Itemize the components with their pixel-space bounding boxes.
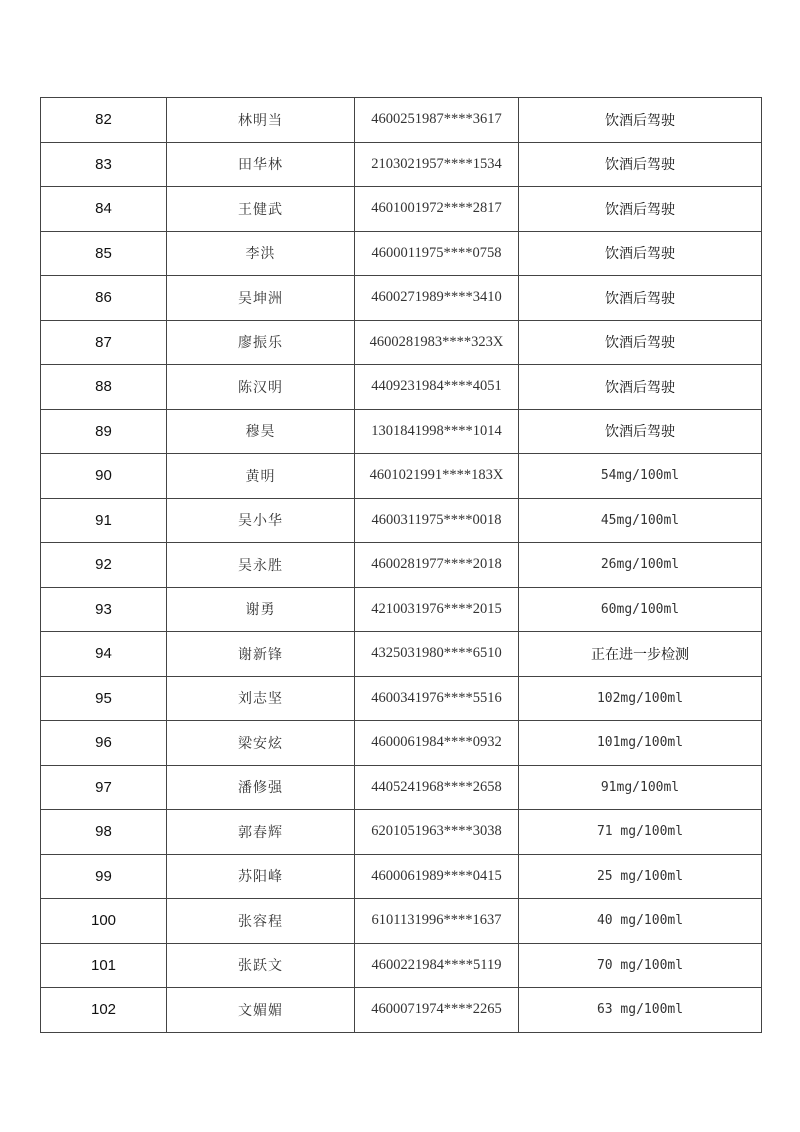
table-row	[41, 587, 762, 632]
result-cell: 饮酒后驾驶	[519, 98, 762, 143]
id-number-cell: 4600071974****2265	[355, 988, 519, 1033]
row-number-cell: 84	[41, 187, 167, 232]
name-cell: 李洪	[167, 231, 355, 276]
id-number-cell: 4210031976****2015	[355, 587, 519, 632]
table-row	[41, 454, 762, 499]
records-table-body	[41, 98, 762, 1033]
name-cell: 谢勇	[167, 587, 355, 632]
row-number-cell: 92	[41, 543, 167, 588]
result-cell: 饮酒后驾驶	[519, 409, 762, 454]
result-cell: 54mg/100ml	[519, 454, 762, 499]
id-number-cell: 4601001972****2817	[355, 187, 519, 232]
id-number-cell: 4600061984****0932	[355, 721, 519, 766]
id-number-cell: 1301841998****1014	[355, 409, 519, 454]
table-row	[41, 365, 762, 410]
row-number-cell: 89	[41, 409, 167, 454]
id-number-cell: 2103021957****1534	[355, 142, 519, 187]
result-cell: 饮酒后驾驶	[519, 231, 762, 276]
table-row	[41, 498, 762, 543]
id-number-cell: 4600281977****2018	[355, 543, 519, 588]
id-number-cell: 4600221984****5119	[355, 943, 519, 988]
table-row	[41, 98, 762, 143]
table-row	[41, 988, 762, 1033]
name-cell: 文媚媚	[167, 988, 355, 1033]
id-number-cell: 4601021991****183X	[355, 454, 519, 499]
result-cell: 70 mg/100ml	[519, 943, 762, 988]
table-row	[41, 187, 762, 232]
row-number-cell: 97	[41, 765, 167, 810]
result-cell: 71 mg/100ml	[519, 810, 762, 855]
table-row	[41, 632, 762, 677]
table-row	[41, 276, 762, 321]
id-number-cell: 4600251987****3617	[355, 98, 519, 143]
result-cell: 26mg/100ml	[519, 543, 762, 588]
name-cell: 吴小华	[167, 498, 355, 543]
name-cell: 林明当	[167, 98, 355, 143]
name-cell: 廖振乐	[167, 320, 355, 365]
row-number-cell: 93	[41, 587, 167, 632]
row-number-cell: 91	[41, 498, 167, 543]
table-row	[41, 765, 762, 810]
id-number-cell: 6101131996****1637	[355, 899, 519, 944]
name-cell: 刘志坚	[167, 676, 355, 721]
name-cell: 梁安炫	[167, 721, 355, 766]
row-number-cell: 99	[41, 854, 167, 899]
row-number-cell: 82	[41, 98, 167, 143]
result-cell: 102mg/100ml	[519, 676, 762, 721]
row-number-cell: 102	[41, 988, 167, 1033]
row-number-cell: 100	[41, 899, 167, 944]
name-cell: 王健武	[167, 187, 355, 232]
row-number-cell: 95	[41, 676, 167, 721]
name-cell: 张容程	[167, 899, 355, 944]
row-number-cell: 94	[41, 632, 167, 677]
table-row	[41, 943, 762, 988]
result-cell: 正在进一步检测	[519, 632, 762, 677]
table-row	[41, 721, 762, 766]
name-cell: 潘修强	[167, 765, 355, 810]
id-number-cell: 4405241968****2658	[355, 765, 519, 810]
row-number-cell: 98	[41, 810, 167, 855]
row-number-cell: 101	[41, 943, 167, 988]
name-cell: 陈汉明	[167, 365, 355, 410]
row-number-cell: 96	[41, 721, 167, 766]
result-cell: 63 mg/100ml	[519, 988, 762, 1033]
name-cell: 郭春辉	[167, 810, 355, 855]
name-cell: 张跃文	[167, 943, 355, 988]
result-cell: 饮酒后驾驶	[519, 276, 762, 321]
row-number-cell: 87	[41, 320, 167, 365]
id-number-cell: 4325031980****6510	[355, 632, 519, 677]
name-cell: 吴永胜	[167, 543, 355, 588]
row-number-cell: 85	[41, 231, 167, 276]
table-row	[41, 676, 762, 721]
table-row	[41, 409, 762, 454]
table-row	[41, 854, 762, 899]
records-table	[40, 97, 762, 1033]
table-row	[41, 142, 762, 187]
result-cell: 饮酒后驾驶	[519, 320, 762, 365]
result-cell: 饮酒后驾驶	[519, 365, 762, 410]
name-cell: 黄明	[167, 454, 355, 499]
name-cell: 苏阳峰	[167, 854, 355, 899]
row-number-cell: 88	[41, 365, 167, 410]
id-number-cell: 4600281983****323X	[355, 320, 519, 365]
result-cell: 60mg/100ml	[519, 587, 762, 632]
id-number-cell: 4600011975****0758	[355, 231, 519, 276]
row-number-cell: 83	[41, 142, 167, 187]
result-cell: 45mg/100ml	[519, 498, 762, 543]
id-number-cell: 4600311975****0018	[355, 498, 519, 543]
result-cell: 饮酒后驾驶	[519, 142, 762, 187]
result-cell: 91mg/100ml	[519, 765, 762, 810]
table-row	[41, 899, 762, 944]
table-row	[41, 320, 762, 365]
id-number-cell: 4600061989****0415	[355, 854, 519, 899]
result-cell: 40 mg/100ml	[519, 899, 762, 944]
row-number-cell: 90	[41, 454, 167, 499]
name-cell: 谢新锋	[167, 632, 355, 677]
id-number-cell: 4409231984****4051	[355, 365, 519, 410]
record-sheet	[40, 97, 761, 1033]
result-cell: 101mg/100ml	[519, 721, 762, 766]
row-number-cell: 86	[41, 276, 167, 321]
name-cell: 吴坤洲	[167, 276, 355, 321]
name-cell: 田华林	[167, 142, 355, 187]
table-row	[41, 543, 762, 588]
table-row	[41, 810, 762, 855]
table-row	[41, 231, 762, 276]
id-number-cell: 6201051963****3038	[355, 810, 519, 855]
name-cell: 穆昊	[167, 409, 355, 454]
id-number-cell: 4600341976****5516	[355, 676, 519, 721]
result-cell: 25 mg/100ml	[519, 854, 762, 899]
result-cell: 饮酒后驾驶	[519, 187, 762, 232]
id-number-cell: 4600271989****3410	[355, 276, 519, 321]
